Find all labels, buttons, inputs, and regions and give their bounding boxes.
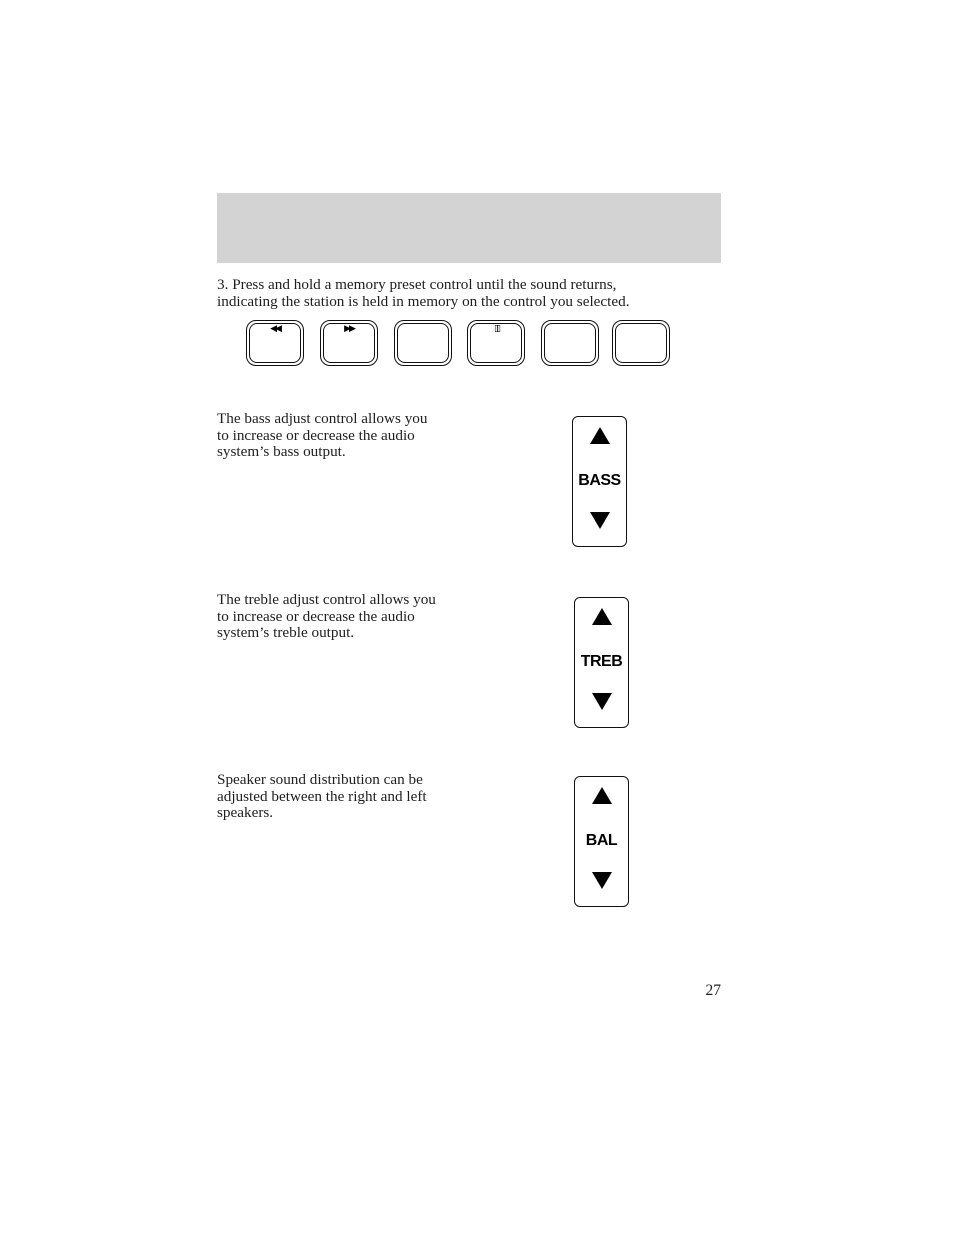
- treble-description: [217, 592, 436, 642]
- bass-line-2: to increase or decrease the audio: [217, 426, 415, 444]
- fast-forward-icon: ▶▶: [344, 324, 354, 334]
- step3-line-2: indicating the station is held in memory on the control you selected.: [217, 292, 630, 310]
- preset-button-2[interactable]: [320, 320, 378, 366]
- balance-label: BAL: [585, 832, 618, 849]
- preset-button-3[interactable]: [394, 320, 452, 366]
- balance-control[interactable]: [574, 776, 629, 907]
- bass-line-3: system’s bass output.: [217, 443, 346, 461]
- balance-line-1: Speaker sound distribution can be: [217, 771, 423, 788]
- balance-down-arrow-icon[interactable]: [592, 872, 612, 889]
- balance-line-2: adjusted between the right and left: [217, 787, 427, 805]
- treble-up-arrow-icon[interactable]: [592, 608, 612, 625]
- balance-line-3: speakers.: [217, 804, 274, 822]
- step3-line-1: 3. Press and hold a memory preset control until the sound returns,: [217, 276, 617, 293]
- bass-line-1: The bass adjust control allows you: [217, 410, 428, 427]
- step3-instruction: [217, 277, 630, 310]
- treble-label: TREB: [580, 653, 623, 670]
- bass-up-arrow-icon[interactable]: [590, 427, 610, 444]
- preset-button-5[interactable]: [541, 320, 599, 366]
- treble-line-1: The treble adjust control allows you: [217, 591, 436, 608]
- preset-button-4[interactable]: [467, 320, 525, 366]
- page-number: 27: [705, 982, 721, 999]
- treble-line-2: to increase or decrease the audio: [217, 607, 415, 625]
- dolby-icon: ▯▯: [494, 324, 498, 334]
- preset-button-6[interactable]: [612, 320, 670, 366]
- bass-down-arrow-icon[interactable]: [590, 512, 610, 529]
- rewind-icon: ◀◀: [270, 324, 280, 334]
- treble-control[interactable]: [574, 597, 629, 728]
- balance-description: [217, 772, 427, 822]
- treble-down-arrow-icon[interactable]: [592, 693, 612, 710]
- preset-button-1[interactable]: [246, 320, 304, 366]
- treble-line-3: system’s treble output.: [217, 624, 355, 642]
- bass-label: BASS: [578, 472, 621, 489]
- balance-up-arrow-icon[interactable]: [592, 787, 612, 804]
- bass-description: [217, 411, 427, 461]
- bass-control[interactable]: [572, 416, 627, 547]
- section-header-band: [217, 193, 721, 263]
